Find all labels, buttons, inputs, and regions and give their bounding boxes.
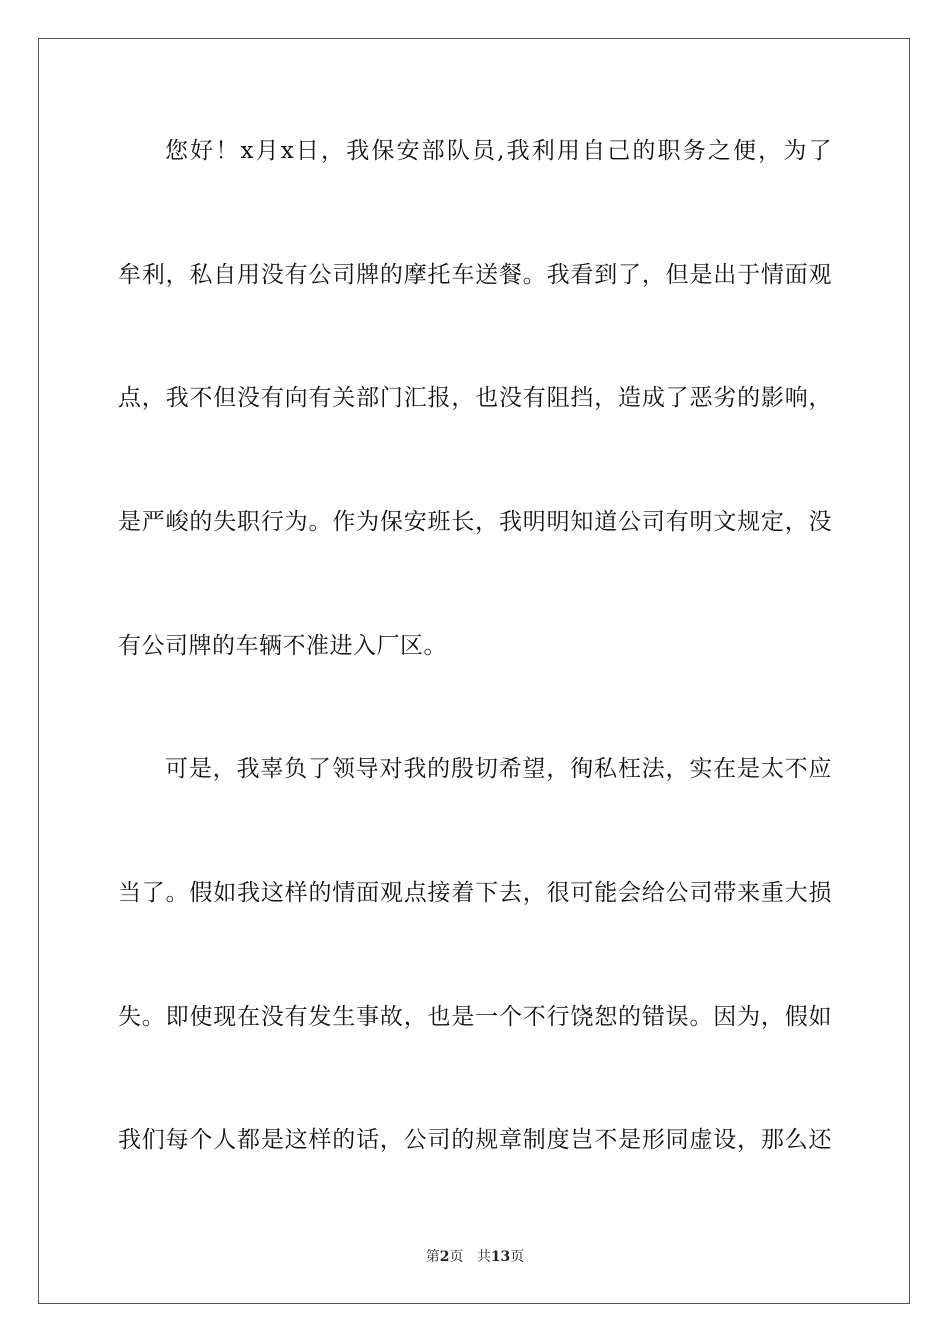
paragraph-2-line-4: 我们每个人都是这样的话，公司的规章制度岂不是形同虚设，那么还 [118,1127,832,1153]
page-footer [0,1246,950,1266]
footer-total-prefix: 共 [476,1249,491,1265]
paragraph-1-line-5: 有公司牌的车辆不准进入厂区。 [118,633,447,659]
footer-total-suffix: 页 [510,1249,525,1265]
paragraph-1-line-1: 您好！x月x日，我保安部队员,我利用自己的职务之便，为了 [165,138,832,164]
footer-total-pages: 13 [490,1249,511,1265]
paragraph-2-line-1: 可是，我辜负了领导对我的殷切希望，徇私枉法，实在是太不应 [165,756,832,782]
footer-page-suffix: 页 [449,1249,464,1265]
paragraph-1-line-2: 牟利，私自用没有公司牌的摩托车送餐。我看到了，但是出于情面观 [118,262,832,288]
footer-page-prefix: 第 [425,1249,440,1265]
page-border [38,38,910,1304]
paragraph-2-line-2: 当了。假如我这样的情面观点接着下去，很可能会给公司带来重大损 [118,880,832,906]
footer-page-number: 2 [439,1249,450,1265]
paragraph-1-line-4: 是严峻的失职行为。作为保安班长，我明明知道公司有明文规定，没 [118,509,832,535]
paragraph-2-line-3: 失。即使现在没有发生事故，也是一个不行饶恕的错误。因为，假如 [118,1004,832,1030]
footer-gap [463,1249,476,1265]
paragraph-1-line-3: 点，我不但没有向有关部门汇报，也没有阻挡，造成了恶劣的影响， [118,385,832,411]
